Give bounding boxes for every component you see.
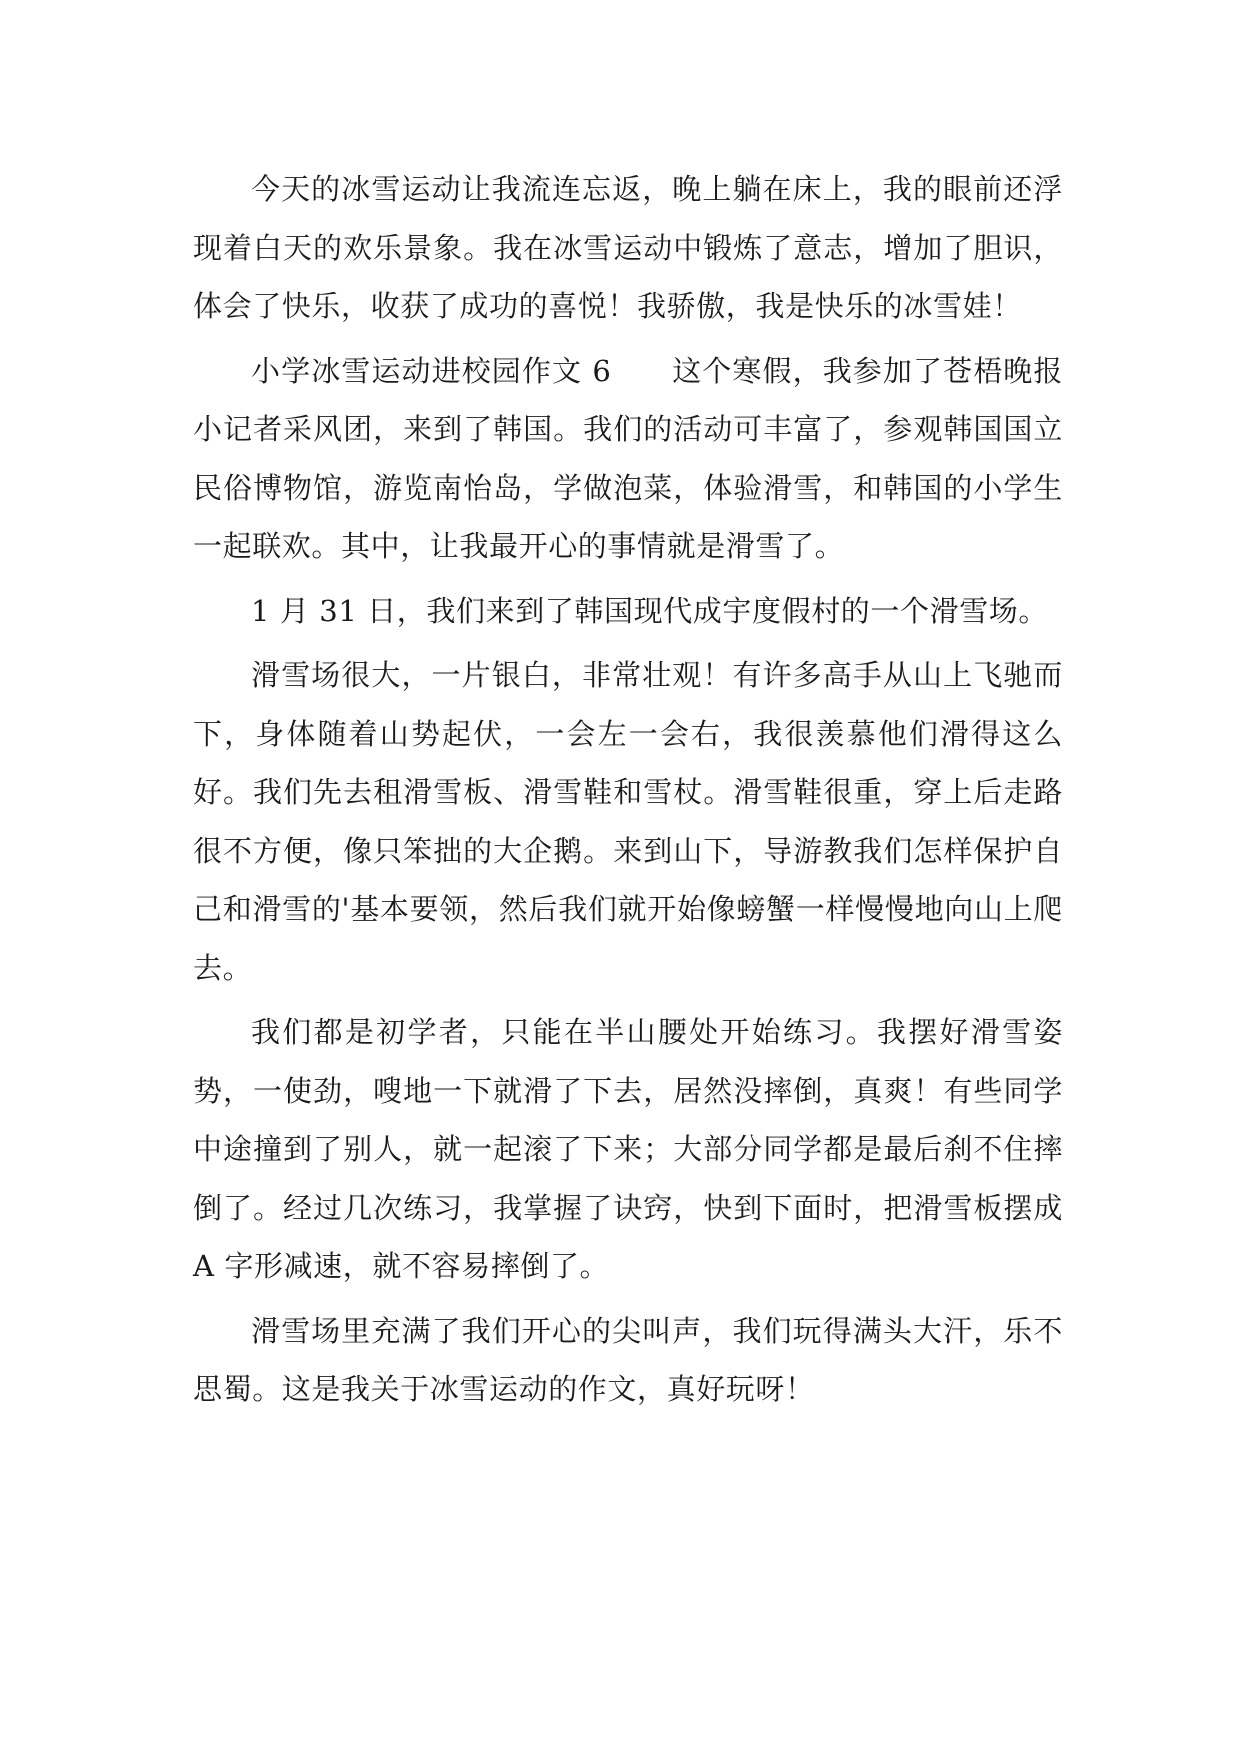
paragraph-2: [193, 342, 1063, 576]
paragraph-1: 今天的冰雪运动让我流连忘返，晚上躺在床上，我的眼前还浮现着白天的欢乐景象。我在冰雪运动中锻炼了意志，增加了胆识，体会了快乐，收获了成功的喜悦！我骄傲，我是快乐的冰雪娃！: [193, 172, 1063, 323]
paragraph-4: 滑雪场很大，一片银白，非常壮观！有许多高手从山上飞驰而下，身体随着山势起伏，一会左一会右，我很羡慕他们滑得这么好。我们先去租滑雪板、滑雪鞋和雪杖。滑雪鞋很重，穿上后走路很不方便，像只笨拙的大企鹅。来到山下，导游教我们怎样保护自己和滑雪的'基本要领，然后我们就开始像螃蟹一样慢慢地向山上爬去。: [193, 658, 1063, 985]
essay-heading-gap: [611, 354, 672, 388]
essay-heading: 小学冰雪运动进校园作文 6: [251, 353, 612, 388]
paragraph-6: 滑雪场里充满了我们开心的尖叫声，我们玩得满头大汗，乐不思蜀。这是我关于冰雪运动的作文，真好玩呀！: [193, 1313, 1063, 1406]
essay-intro: 这个寒假，我参加了苍梧晚报小记者采风团，来到了韩国。我们的活动可丰富了，参观韩国国立民俗博物馆，游览南怡岛，学做泡菜，体验滑雪，和韩国的小学生一起联欢。其中，让我最开心的事情就是滑雪了。: [193, 353, 1063, 563]
paragraph-3: 1 月 31 日，我们来到了韩国现代成宇度假村的一个滑雪场。: [251, 593, 1049, 628]
paragraph-5: 我们都是初学者，只能在半山腰处开始练习。我摆好滑雪姿势，一使劲，嗖地一下就滑了下去，居然没摔倒，真爽！有些同学中途撞到了别人，就一起滚了下来；大部分同学都是最后刹不住摔倒了。经过几次练习，我掌握了诀窍，快到下面时，把滑雪板摆成 A 字形减速，就不容易摔倒了。: [193, 1015, 1063, 1283]
document-body: [193, 160, 1063, 1425]
